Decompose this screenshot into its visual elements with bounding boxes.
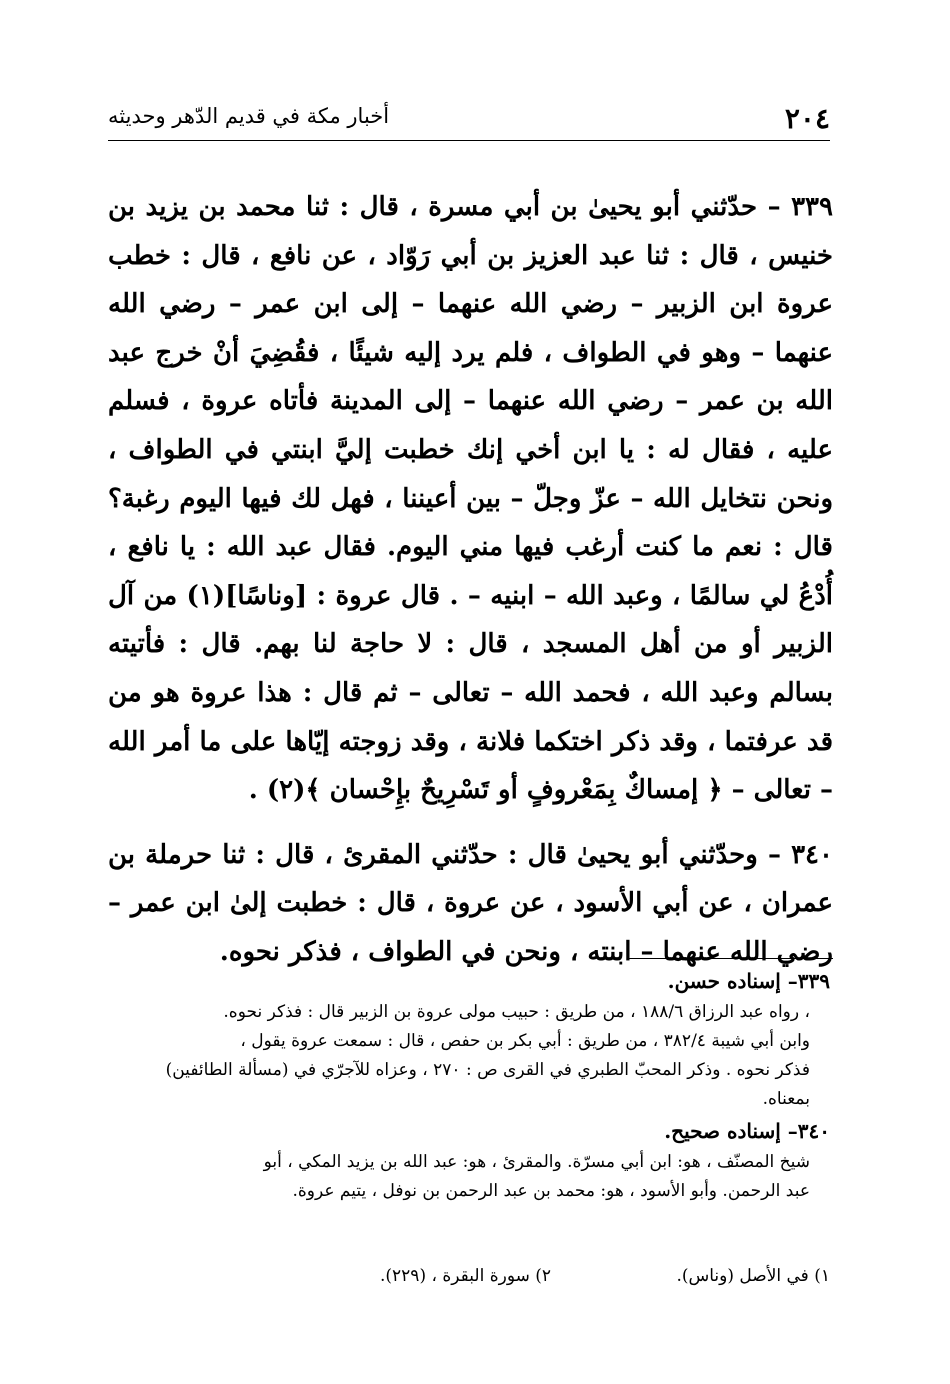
page-header [108,100,830,141]
page-number: ٢٠٤ [784,102,830,135]
narration-339: ٣٣٩ – حدّثني أبو يحيىٰ بن أبي مسرة ، قال : ثنا محمد بن يزيد بن خنيس ، قال : ثنا عبد العزيز بن أبي رَوّاد ، عن نافع ، قال : خطب عروة ابن الزبير – رضي الله عنهما – إلى ابن عمر – رضي الله عنهما – وهو في الطواف ، فلم يرد إليه شيئًا ، فقُضِيَ أنْ خرج عبد الله بن عمر – رضي الله عنهما – إلى المدينة فأتاه عروة ، فسلم عليه ، فقال له : يا ابن أخي إنك خطبت إليَّ ابنتي في الطواف ، ونحن نتخايل الله – عزّ وجلّ – بين أعيننا ، فهل لك فيها اليوم رغبة؟ قال : نعم ما كنت أرغب فيها مني اليوم. فقال عبد الله : يا نافع ، أُدْعُ لي سالمًا ، وعبد الله – ابنيه – . قال عروة : [وناسًا](١) من آل الزبير أو من أهل المسجد ، قال : لا حاجة لنا بهم. قال : فأتيته بسالم وعبد الله ، فحمد الله – تعالى – ثم قال : هذا عروة هو من قد عرفتما ، وقد ذكر اختكما فلانة ، وقد زوجته إيّاها على ما أمر الله – تعالى – ﴿ إمساكٌ بِمَعْروفٍ أو تَسْرِيحٌ بإِحْسان ﴾(٢) . [108,192,833,806]
note-339-line: ، رواه عبد الرزاق ١٨٨/٦ ، من طريق : حبيب مولى عروة بن الزبير قال : فذكر نحوه. [223,1002,810,1022]
footnote-2: ٢) سورة البقرة ، (٢٢٩). [380,1266,552,1286]
footnote-separator [628,958,833,959]
note-339-line: وابن أبي شيبة ٣٨٢/٤ ، من طريق : أبي بكر بن حفص ، قال : سمعت عروة يقول ، [240,1031,810,1051]
note-340-line: شيخ المصنّف ، هو: ابن أبي مسرّة. والمقرئ ، هو: عبد الله بن يزيد المكي ، أبو [263,1152,810,1172]
note-339-head: ٣٣٩– إسناده حسن. [667,969,830,993]
takhrij-notes [108,964,830,1206]
note-340-head: ٣٤٠– إسناده صحيح. [664,1119,830,1143]
note-340-line: عبد الرحمن. وأبو الأسود ، هو: محمد بن عبد الرحمن بن نوفل ، يتيم عروة. [292,1181,810,1201]
note-339-line: فذكر نحوه . وذكر المحبّ الطبري في القرى ص : ٢٧٠ ، وعزاه للآجرّي في (مسألة الطائفين) [165,1060,810,1080]
footnote-1: ١) في الأصل (وناس). [676,1266,830,1286]
main-text [108,183,833,977]
note-339-line: بمعناه. [762,1089,810,1109]
footnotes [108,1266,830,1286]
running-title: أخبار مكة في قديم الدّهر وحديثه [108,104,390,128]
narration-340: ٣٤٠ – وحدّثني أبو يحيىٰ قال : حدّثني المقرئ ، قال : ثنا حرملة بن عمران ، عن أبي الأسود ، عن عروة ، قال : خطبت إلىٰ ابن عمر – رضي الله عنهما – ابنته ، ونحن في الطواف ، فذكر نحوه. [108,839,834,967]
